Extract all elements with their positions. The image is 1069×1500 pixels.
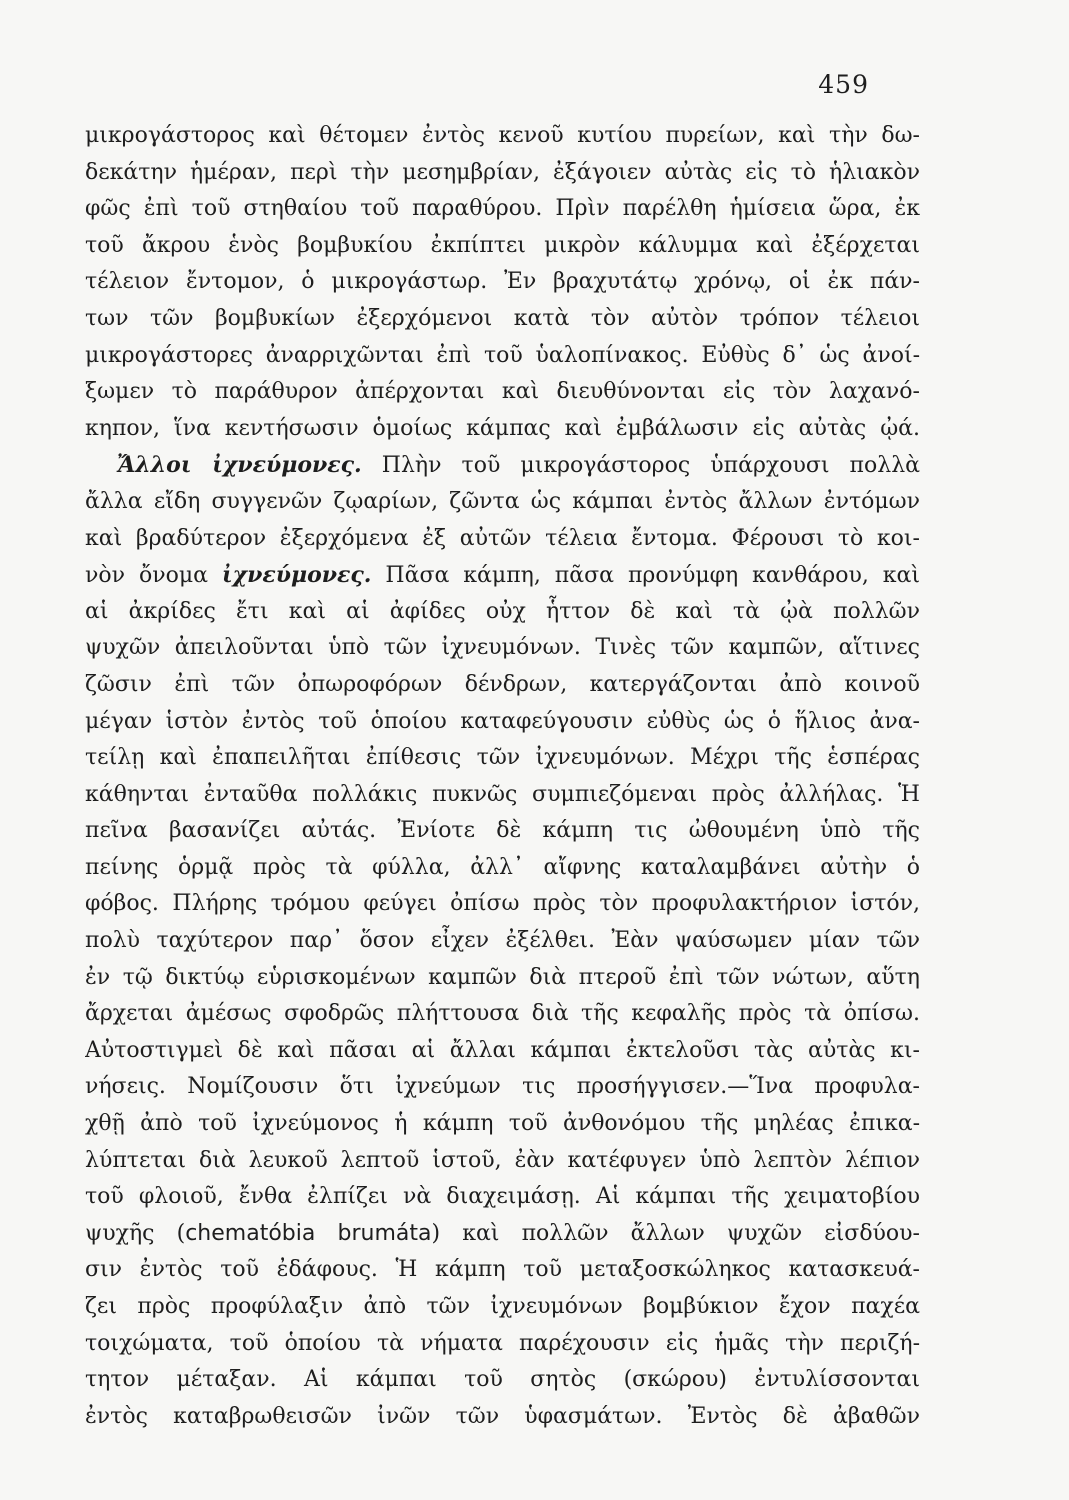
page-number: 459 <box>818 70 869 99</box>
line-text: σιν ἐντὸς τοῦ ἐδάφους. Ἡ κάμπη τοῦ μεταξοσκώληκος κατασκευά- <box>85 1257 920 1283</box>
text-line <box>85 960 920 997</box>
line-text: καὶ βραδύτερον ἐξερχόμενα ἐξ αὐτῶν τέλεια ἔντομα. Φέρουσι τὸ κοι- <box>85 525 920 551</box>
line-text: τείλῃ καὶ ἐπαπειλῆται ἐπίθεσις τῶν ἰχνευμόνων. Μέχρι τῆς ἑσπέρας <box>85 745 920 771</box>
text-line <box>85 740 920 777</box>
text-line <box>85 850 920 887</box>
section-heading-line <box>85 447 920 484</box>
section-heading: Ἄλλοι ἰχνεύμονες. <box>117 452 362 479</box>
line-text: Πᾶσα κάμπη, πᾶσα προνύμφη κανθάρου, καὶ <box>371 563 920 589</box>
line-text: πείνης ὁρμᾷ πρὸς τὰ φύλλα, ἀλλ᾽ αἴφνης καταλαμβάνει αὐτὴν ὁ <box>85 854 920 880</box>
text-line <box>85 886 920 923</box>
text-line <box>85 1216 920 1253</box>
text-line <box>85 338 920 375</box>
text-line <box>85 1106 920 1143</box>
line-text: λύπτεται διὰ λευκοῦ λεπτοῦ ἱστοῦ, ἐὰν κατέφυγεν ὑπὸ λεπτὸν λέπιον <box>85 1147 920 1173</box>
line-text: νὸν ὄνομα <box>85 563 222 589</box>
text-line <box>85 1179 920 1216</box>
line-text: τοῦ ἄκρου ἑνὸς βομβυκίου ἐκπίπτει μικρὸν κάλυμμα καὶ ἐξέρχεται <box>85 232 920 258</box>
line-text: δεκάτην ἡμέραν, περὶ τὴν μεσημβρίαν, ἐξάγοιεν αὐτὰς εἰς τὸ ἡλιακὸν <box>85 159 920 185</box>
text-line <box>85 777 920 814</box>
text-line <box>85 1143 920 1180</box>
line-text: νήσεις. Νομίζουσιν ὅτι ἰχνεύμων τις προσήγγισεν.—Ἵνα προφυλα- <box>85 1074 920 1100</box>
line-text: φῶς ἐπὶ τοῦ στηθαίου τοῦ παραθύρου. Πρὶν παρέλθη ἡμίσεια ὥρα, ἐκ <box>85 196 920 222</box>
text-line <box>85 301 920 338</box>
text-line <box>85 118 920 155</box>
line-text: τοῦ φλοιοῦ, ἔνθα ἐλπίζει νὰ διαχειμάσῃ. Αἱ κάμπαι τῆς χειματοβίου <box>85 1184 920 1210</box>
text-line <box>85 630 920 667</box>
text-line <box>85 411 920 448</box>
text-line <box>85 1289 920 1326</box>
text-line <box>85 813 920 850</box>
text-line <box>85 1399 920 1436</box>
line-text: τητον μέταξαν. Αἱ κάμπαι τοῦ σητὸς (σκώρου) ἐντυλίσσονται <box>85 1367 920 1393</box>
line-text: ἄρχεται ἀμέσως σφοδρῶς πλήττουσα διὰ τῆς κεφαλῆς πρὸς τὰ ὀπίσω. <box>85 1001 920 1027</box>
text-line <box>85 557 920 594</box>
text-line <box>85 923 920 960</box>
line-text: ἐντὸς καταβρωθεισῶν ἰνῶν τῶν ὑφασμάτων. Ἐντὸς δὲ ἀβαθῶν <box>85 1403 920 1429</box>
text-line <box>85 996 920 1033</box>
text-line <box>85 484 920 521</box>
line-text: ψυχῶν ἀπειλοῦνται ὑπὸ τῶν ἰχνευμόνων. Τινὲς τῶν καμπῶν, αἵτινες <box>85 635 920 661</box>
text-line <box>85 521 920 558</box>
text-line <box>85 264 920 301</box>
line-text: πεῖνα βασανίζει αὐτάς. Ἐνίοτε δὲ κάμπη τις ὠθουμένη ὑπὸ τῆς <box>85 818 920 844</box>
line-text: Αὐτοστιγμεὶ δὲ καὶ πᾶσαι αἱ ἄλλαι κάμπαι ἐκτελοῦσι τὰς αὐτὰς κι- <box>85 1037 920 1063</box>
text-line <box>85 1033 920 1070</box>
line-text: φόβος. Πλήρης τρόμου φεύγει ὀπίσω πρὸς τὸν προφυλακτήριον ἱστόν, <box>85 891 920 917</box>
line-text: ζῶσιν ἐπὶ τῶν ὀπωροφόρων δένδρων, κατεργάζονται ἀπὸ κοινοῦ <box>85 671 920 697</box>
line-text: τέλειον ἔντομον, ὁ μικρογάστωρ. Ἐν βραχυτάτῳ χρόνῳ, οἱ ἐκ πάν- <box>85 269 920 295</box>
line-text: πολὺ ταχύτερον παρ᾽ ὅσον εἶχεν ἐξέλθει. Ἐὰν ψαύσωμεν μίαν τῶν <box>85 928 920 954</box>
line-text: αἱ ἀκρίδες ἔτι καὶ αἱ ἀφίδες οὐχ ἧττον δὲ καὶ τὰ ᾠὰ πολλῶν <box>85 598 920 624</box>
latin-species-name: chematóbia brumáta <box>185 1220 432 1246</box>
text-line <box>85 1069 920 1106</box>
text-line <box>85 1326 920 1363</box>
text-line <box>85 1252 920 1289</box>
text-line <box>85 191 920 228</box>
line-text: χθῇ ἀπὸ τοῦ ἰχνεύμονος ἡ κάμπη τοῦ ἀνθονόμου τῆς μηλέας ἐπικα- <box>85 1111 920 1137</box>
text-line <box>85 374 920 411</box>
line-text: ξωμεν τὸ παράθυρον ἀπέρχονται καὶ διευθύνονται εἰς τὸν λαχανό- <box>85 379 920 405</box>
text-line <box>85 667 920 704</box>
text-line <box>85 155 920 192</box>
line-text: κηπον, ἵνα κεντήσωσιν ὁμοίως κάμπας καὶ ἐμβάλωσιν εἰς αὐτὰς ᾠά. <box>85 415 920 441</box>
text-line <box>85 704 920 741</box>
line-text: μέγαν ἱστὸν ἐντὸς τοῦ ὁποίου καταφεύγουσιν εὐθὺς ὡς ὁ ἥλιος ἀνα- <box>85 708 920 734</box>
line-text: ἄλλα εἴδη συγγενῶν ζῳαρίων, ζῶντα ὡς κάμπαι ἐντὸς ἄλλων ἐντόμων <box>85 488 920 514</box>
line-text: Πλὴν τοῦ μικρογάστορος ὑπάρχουσι πολλὰ <box>361 453 920 479</box>
line-text: των τῶν βομβυκίων ἐξερχόμενοι κατὰ τὸν αὐτὸν τρόπον τέλειοι <box>85 305 920 331</box>
line-text: μικρογάστορος καὶ θέτομεν ἐντὸς κενοῦ κυτίου πυρείων, καὶ τὴν δω- <box>85 123 920 148</box>
line-text: ζει πρὸς προφύλαξιν ἀπὸ τῶν ἰχνευμόνων βομβύκιον ἔχον παχέα <box>85 1294 920 1319</box>
line-text: τοιχώματα, τοῦ ὁποίου τὰ νήματα παρέχουσιν εἰς ἡμᾶς τὴν περιζή- <box>85 1330 920 1356</box>
line-text: ἐν τῷ δικτύῳ εὑρισκομένων καμπῶν διὰ πτεροῦ ἐπὶ τῶν νώτων, αὕτη <box>85 964 920 990</box>
text-line <box>85 228 920 265</box>
emphasized-term: ἰχνεύμονες. <box>221 562 372 589</box>
line-text: ) καὶ πολλῶν ἄλλων ψυχῶν εἰσδύου- <box>431 1220 920 1246</box>
text-line <box>85 1362 920 1399</box>
body-text <box>85 118 920 1435</box>
line-text: μικρογάστορες ἀναρριχῶνται ἐπὶ τοῦ ὑαλοπίνακος. Εὐθὺς δ᾽ ὡς ἀνοί- <box>85 342 920 368</box>
line-text: ψυχῆς ( <box>85 1220 186 1246</box>
line-text: κάθηνται ἐνταῦθα πολλάκις πυκνῶς συμπιεζόμεναι πρὸς ἀλλήλας. Ἡ <box>85 781 920 807</box>
text-line <box>85 594 920 631</box>
